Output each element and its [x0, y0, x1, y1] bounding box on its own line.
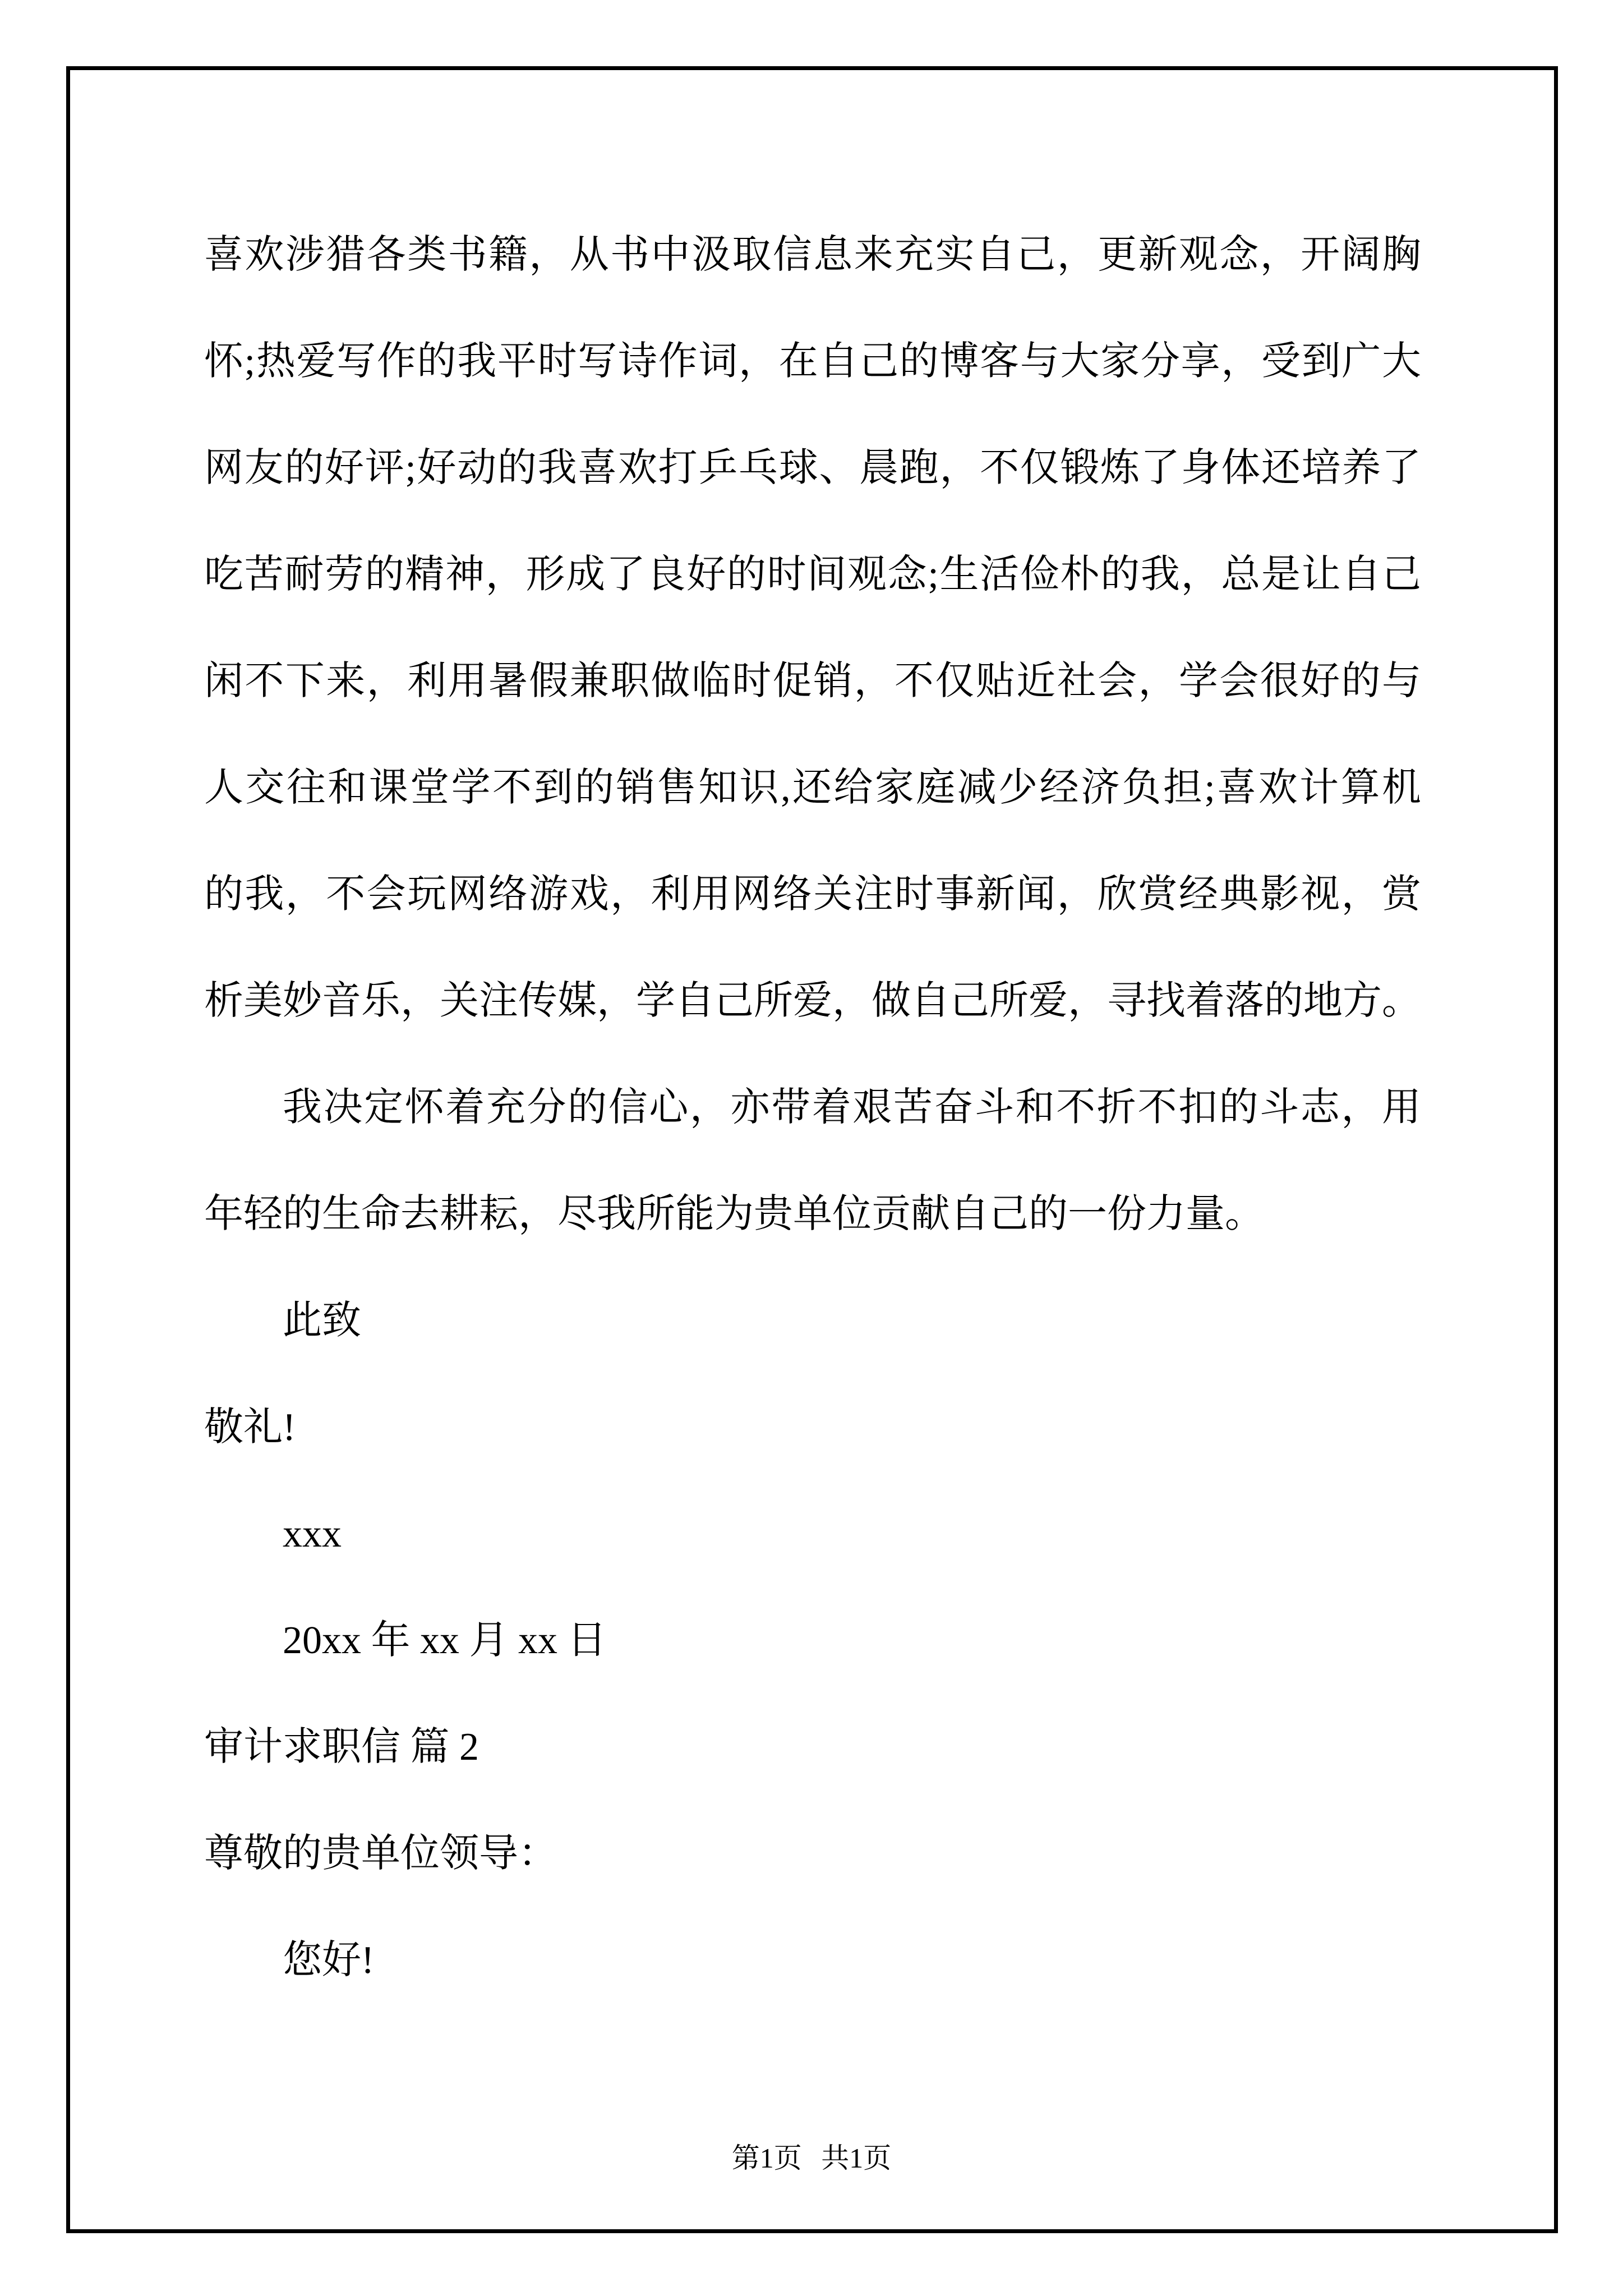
signature-name: xxx — [283, 1512, 342, 1556]
document-line: 闲不下来，利用暑假兼职做临时促销，不仅贴近社会，学会很好的与 — [204, 660, 1421, 703]
section-title: 审计求职信 篇 2 — [204, 1726, 479, 1769]
document-line: 吃苦耐劳的精神，形成了良好的时间观念;生活俭朴的我，总是让自己 — [204, 553, 1421, 596]
greeting: 您好! — [283, 1939, 375, 1982]
closing-cizhi: 此致 — [283, 1299, 361, 1342]
document-line: 人交往和课堂学不到的销售知识,还给家庭减少经济负担;喜欢计算机 — [204, 766, 1421, 809]
signature-date: 20xx 年 xx 月 xx 日 — [283, 1619, 607, 1662]
document-line: 年轻的生命去耕耘，尽我所能为贵单位贡献自己的一份力量。 — [204, 1193, 1264, 1236]
document-line: 我决定怀着充分的信心，亦带着艰苦奋斗和不折不扣的斗志，用 — [283, 1086, 1421, 1129]
closing-jingli: 敬礼! — [204, 1406, 296, 1449]
document-line: 析美妙音乐，关注传媒，学自己所爱，做自己所爱，寻找着落的地方。 — [204, 979, 1421, 1023]
salutation: 尊敬的贵单位领导： — [204, 1832, 557, 1875]
document-body — [204, 202, 1421, 2014]
document-line: 喜欢涉猎各类书籍，从书中汲取信息来充实自己，更新观念，开阔胸 — [204, 233, 1421, 277]
document-line: 怀;热爱写作的我平时写诗作词，在自己的博客与大家分享，受到广大 — [204, 340, 1421, 383]
page-footer: 第1页 共1页 — [731, 2142, 892, 2174]
document-line: 的我，不会玩网络游戏，利用网络关注时事新闻，欣赏经典影视，赏 — [204, 873, 1421, 916]
document-line: 网友的好评;好动的我喜欢打乒乓球、晨跑，不仅锻炼了身体还培养了 — [204, 447, 1421, 490]
